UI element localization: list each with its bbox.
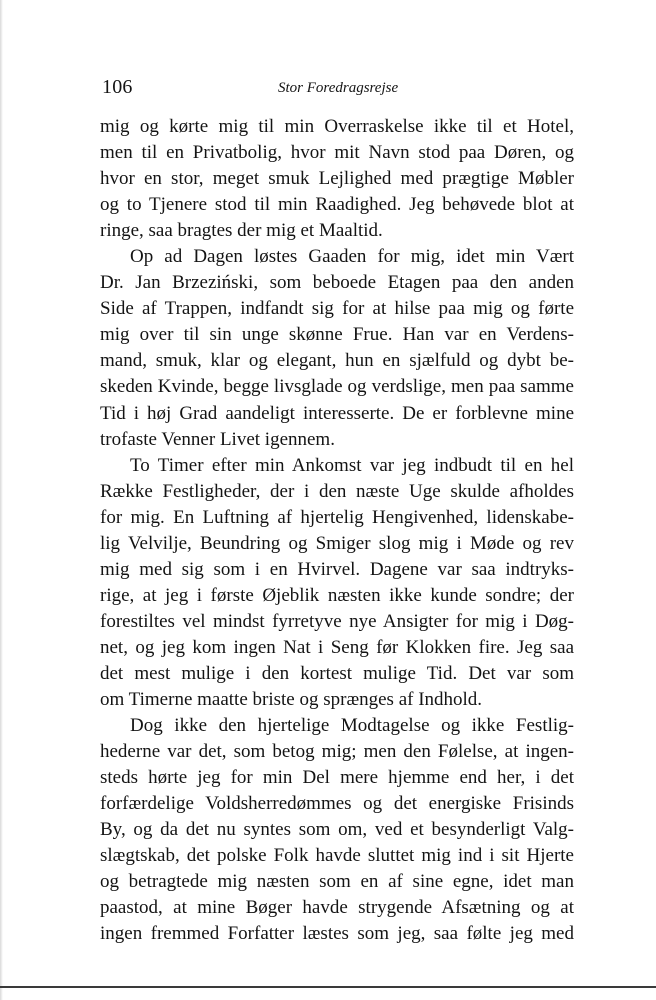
text-line: steds hørte jeg for min Del mere hjemme end her, i det bbox=[100, 767, 574, 789]
text-line: det mest mulige i den kortest mulige Tid. Det var som bbox=[100, 662, 574, 684]
text-line: Op ad Dagen løstes Gaaden for mig, idet min Vært bbox=[130, 246, 574, 268]
scan-bottom-edge bbox=[0, 986, 656, 988]
text-line: ingen fremmed Forfatter læstes som jeg, saa følte jeg med bbox=[100, 923, 574, 945]
text-line: slægtskab, det polske Folk havde sluttet mig ind i sit Hjerte bbox=[100, 845, 574, 867]
text-line: paastod, at mine Bøger havde strygende Afsætning og at bbox=[100, 897, 574, 919]
text-line: Dog ikke den hjertelige Modtagelse og ikke Festlig- bbox=[130, 715, 574, 737]
text-line: skeden Kvinde, begge livsglade og verdslige, men paa samme bbox=[100, 376, 574, 398]
text-line: og to Tjenere stod til min Raadighed. Jeg behøvede blot at bbox=[100, 194, 574, 216]
text-line: rige, at jeg i første Øjeblik næsten ikke kunde sondre; der bbox=[100, 584, 574, 606]
page-header bbox=[102, 76, 572, 106]
text-line: forfærdelige Voldsherredømmes og det energiske Frisinds bbox=[100, 793, 574, 815]
text-line: mig over til sin unge skønne Frue. Han var en Verdens- bbox=[100, 324, 574, 346]
text-line: og betragtede mig næsten som en af sine egne, idet man bbox=[100, 871, 574, 893]
page-number: 106 bbox=[102, 76, 133, 98]
text-line: Dr. Jan Brzeziński, som beboede Etagen paa den anden bbox=[100, 272, 574, 294]
body-text bbox=[100, 114, 574, 948]
text-line: mand, smuk, klar og elegant, hun en sjælfuld og dybt be- bbox=[100, 350, 574, 372]
page-edge-shadow bbox=[0, 0, 3, 1000]
text-line: men til en Privatbolig, hvor mit Navn stod paa Døren, og bbox=[100, 142, 574, 164]
text-line: hederne var det, som betog mig; men den Følelse, at ingen- bbox=[100, 741, 574, 763]
text-line: To Timer efter min Ankomst var jeg indbudt til en hel bbox=[130, 454, 574, 476]
text-line: Side af Trappen, indfandt sig for at hilse paa mig og førte bbox=[100, 298, 574, 320]
text-line: mig og kørte mig til min Overraskelse ikke til et Hotel, bbox=[100, 116, 574, 137]
text-line: net, og jeg kom ingen Nat i Seng før Klokken fire. Jeg saa bbox=[100, 636, 574, 658]
text-line: forestiltes vel mindst fyrretyve nye Ansigter for mig i Døg- bbox=[100, 610, 574, 632]
text-line: lig Velvilje, Beundring og Smiger slog mig i Møde og rev bbox=[100, 532, 574, 554]
text-line: By, og da det nu syntes som om, ved et besynderligt Valg- bbox=[100, 819, 574, 841]
text-line: for mig. En Luftning af hjertelig Hengivenhed, lidenskabe- bbox=[100, 506, 574, 528]
text-line: Tid i høj Grad aandeligt interesserte. De er forblevne mine bbox=[100, 402, 574, 424]
text-line: om Timerne maatte briste og sprænges af Indhold. bbox=[100, 689, 483, 711]
text-line: ringe, saa bragtes der mig et Maaltid. bbox=[100, 220, 383, 242]
text-line: trofaste Venner Livet igennem. bbox=[100, 428, 335, 450]
running-title: Stor Foredragsrejse bbox=[278, 80, 399, 96]
text-line: Række Festligheder, der i den næste Uge skulde afholdes bbox=[100, 480, 574, 502]
text-line: hvor en stor, meget smuk Lejlighed med prægtige Møbler bbox=[100, 168, 574, 190]
text-line: mig med sig som i en Hvirvel. Dagene var saa indtryks- bbox=[100, 558, 574, 580]
